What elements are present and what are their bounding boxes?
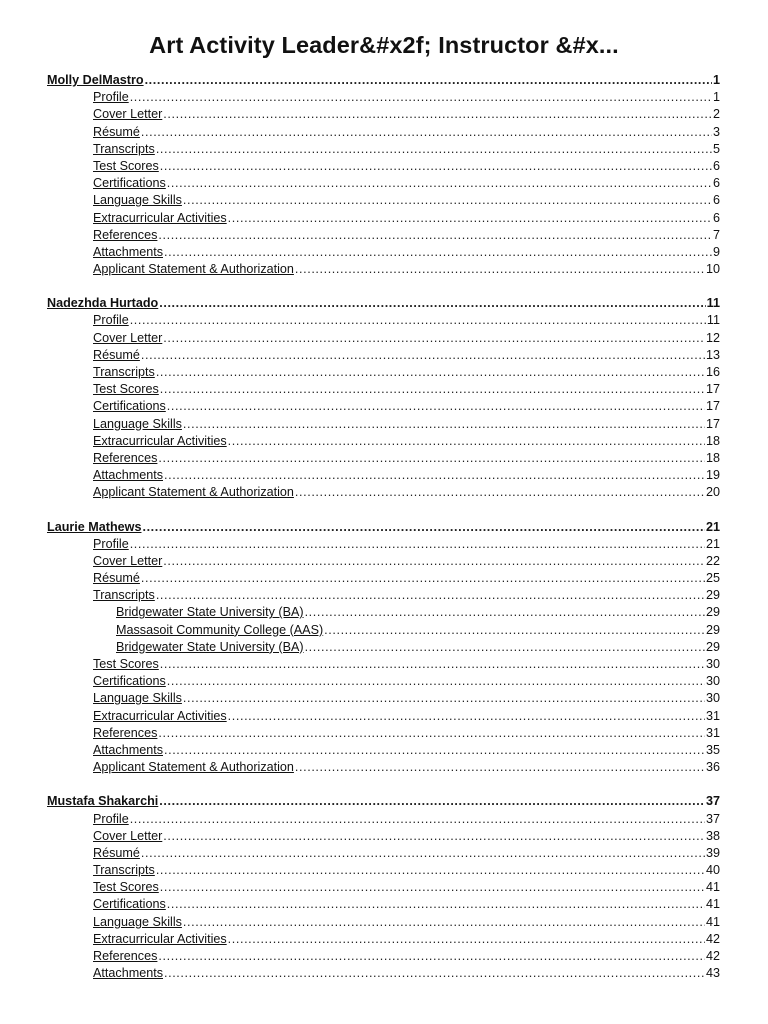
page-number: 18 <box>705 450 720 465</box>
dot-leader <box>164 244 712 261</box>
toc-link-label[interactable]: Extracurricular Activities <box>93 931 227 946</box>
page-number: 7 <box>712 227 720 242</box>
dot-leader <box>228 708 705 725</box>
dot-leader <box>163 828 705 845</box>
toc-link-label[interactable]: Attachments <box>93 244 163 259</box>
page-number: 16 <box>705 365 720 379</box>
dot-leader <box>164 965 705 982</box>
page-number: 39 <box>705 845 720 860</box>
toc-item-entry[interactable] <box>0 106 768 123</box>
toc-link-label[interactable]: Transcripts <box>93 365 155 379</box>
toc-item-entry[interactable] <box>0 364 768 381</box>
toc-item-entry[interactable] <box>0 879 768 896</box>
page-number: 6 <box>712 158 720 173</box>
dot-leader <box>228 433 705 450</box>
dot-leader <box>145 72 712 89</box>
toc-link-label[interactable]: Résumé <box>93 124 140 139</box>
toc-link-label[interactable]: Massasoit Community College (AAS) <box>116 622 324 637</box>
toc-link-label[interactable]: Test Scores <box>93 880 159 895</box>
toc-item-entry[interactable] <box>0 965 768 982</box>
toc-link-label[interactable]: Certifications <box>93 399 166 414</box>
page-number: 41 <box>705 914 720 929</box>
page-number: 35 <box>705 742 720 757</box>
dot-leader <box>130 89 712 106</box>
dot-leader <box>305 639 705 656</box>
toc-link-label[interactable]: Profile <box>93 536 129 551</box>
toc-link-label[interactable]: Extracurricular Activities <box>93 433 227 448</box>
dot-leader <box>183 914 705 931</box>
page-number: 5 <box>712 141 720 156</box>
toc-applicant-entry[interactable] <box>0 519 768 536</box>
dot-leader <box>305 604 705 621</box>
toc-section <box>0 295 768 501</box>
toc-section <box>0 519 768 777</box>
toc-link-label[interactable]: Extracurricular Activities <box>93 210 227 225</box>
toc-item-entry[interactable] <box>0 158 768 175</box>
toc-link-label[interactable]: References <box>93 949 158 963</box>
dot-leader <box>141 347 705 364</box>
table-of-contents <box>0 72 768 999</box>
toc-link-label[interactable]: Applicant Statement & Authorization <box>93 485 294 500</box>
dot-leader <box>163 106 712 123</box>
dot-leader <box>160 879 705 896</box>
toc-link-label[interactable]: References <box>93 725 158 740</box>
toc-item-entry[interactable] <box>0 862 768 879</box>
page-number: 11 <box>706 313 720 328</box>
page-number: 31 <box>705 708 720 723</box>
page-number: 17 <box>705 399 720 414</box>
toc-link-label[interactable]: Cover Letter <box>93 107 163 122</box>
toc-item-entry[interactable] <box>0 845 768 862</box>
toc-subitem-entry[interactable] <box>0 622 768 639</box>
page-number: 40 <box>705 863 720 878</box>
dot-leader <box>156 141 712 158</box>
toc-item-entry[interactable] <box>0 673 768 690</box>
toc-item-entry[interactable] <box>0 192 768 209</box>
toc-link-label[interactable]: Cover Letter <box>93 330 163 345</box>
dot-leader <box>228 931 705 948</box>
page-number: 6 <box>712 210 720 225</box>
page-number: 13 <box>705 347 720 362</box>
page-number: 41 <box>705 880 720 895</box>
page-number: 21 <box>705 519 720 534</box>
page-number: 37 <box>705 794 720 809</box>
page-number: 2 <box>712 107 720 122</box>
toc-link-label[interactable]: Résumé <box>93 347 140 362</box>
toc-link-label[interactable]: Bridgewater State University (BA) <box>116 639 304 654</box>
page-number: 30 <box>705 657 720 671</box>
dot-leader <box>130 811 705 828</box>
toc-item-entry[interactable] <box>0 244 768 261</box>
dot-leader <box>183 690 705 707</box>
toc-item-entry[interactable] <box>0 227 768 244</box>
dot-leader <box>324 622 705 639</box>
toc-link-label[interactable]: Résumé <box>93 571 140 586</box>
dot-leader <box>167 896 705 913</box>
page-number: 42 <box>705 931 720 946</box>
toc-link-label[interactable]: Attachments <box>93 742 163 757</box>
page-number: 6 <box>712 193 720 208</box>
dot-leader <box>163 330 705 347</box>
page-number: 20 <box>705 485 720 500</box>
page-number: 19 <box>705 468 720 483</box>
page-number: 29 <box>705 622 720 637</box>
page-number: 12 <box>705 330 720 345</box>
toc-applicant-entry[interactable] <box>0 295 768 312</box>
dot-leader <box>295 759 705 776</box>
page-number: 17 <box>705 416 720 431</box>
toc-link-label[interactable]: Language Skills <box>93 193 182 208</box>
toc-link-label[interactable]: Applicant Statement & Authorization <box>93 262 294 277</box>
toc-item-entry[interactable] <box>0 450 768 467</box>
toc-section <box>0 72 768 278</box>
dot-leader <box>183 416 705 433</box>
toc-subitem-entry[interactable] <box>0 604 768 621</box>
toc-item-entry[interactable] <box>0 124 768 141</box>
page-number: 25 <box>705 571 720 586</box>
toc-link-label[interactable]: Certifications <box>93 176 166 191</box>
page-number: 36 <box>705 760 720 775</box>
page-number: 31 <box>705 725 720 740</box>
dot-leader <box>295 484 705 501</box>
toc-item-entry[interactable] <box>0 330 768 347</box>
toc-link-label[interactable]: Résumé <box>93 845 140 860</box>
toc-link-label[interactable]: Transcripts <box>93 863 155 878</box>
dot-leader <box>159 793 705 810</box>
toc-item-entry[interactable] <box>0 690 768 707</box>
page-number: 17 <box>705 382 720 397</box>
toc-item-entry[interactable] <box>0 141 768 158</box>
toc-link-label[interactable]: References <box>93 227 158 242</box>
dot-leader <box>156 364 705 381</box>
dot-leader <box>159 295 705 312</box>
toc-link-label[interactable]: Nadezhda Hurtado <box>47 296 159 311</box>
toc-item-entry[interactable] <box>0 656 768 673</box>
toc-item-entry[interactable] <box>0 381 768 398</box>
toc-item-entry[interactable] <box>0 948 768 965</box>
toc-subitem-entry[interactable] <box>0 639 768 656</box>
page-number: 18 <box>705 433 720 448</box>
dot-leader <box>160 381 705 398</box>
toc-item-entry[interactable] <box>0 759 768 776</box>
toc-link-label[interactable]: Test Scores <box>93 158 159 173</box>
toc-item-entry[interactable] <box>0 536 768 553</box>
toc-item-entry[interactable] <box>0 261 768 278</box>
dot-leader <box>141 570 705 587</box>
toc-link-label[interactable]: References <box>93 450 158 465</box>
dot-leader <box>167 673 705 690</box>
toc-item-entry[interactable] <box>0 570 768 587</box>
dot-leader <box>160 158 712 175</box>
page-number: 1 <box>712 90 720 105</box>
page-number: 10 <box>705 262 720 277</box>
page-number: 29 <box>705 639 720 654</box>
toc-applicant-entry[interactable] <box>0 793 768 810</box>
toc-item-entry[interactable] <box>0 811 768 828</box>
toc-item-entry[interactable] <box>0 484 768 501</box>
toc-item-entry[interactable] <box>0 708 768 725</box>
page-number: 1 <box>712 73 720 87</box>
toc-link-label[interactable]: Certifications <box>93 897 166 912</box>
dot-leader <box>130 312 706 329</box>
toc-link-label[interactable]: Attachments <box>93 468 163 483</box>
toc-link-label[interactable]: Mustafa Shakarchi <box>47 794 159 809</box>
dot-leader <box>142 519 705 536</box>
toc-link-label[interactable]: Cover Letter <box>93 828 163 843</box>
dot-leader <box>163 553 705 570</box>
toc-item-entry[interactable] <box>0 931 768 948</box>
dot-leader <box>141 845 705 862</box>
dot-leader <box>183 192 712 209</box>
toc-link-label[interactable]: Profile <box>93 811 129 826</box>
page-number: 6 <box>712 176 720 191</box>
dot-leader <box>158 725 705 742</box>
dot-leader <box>164 742 705 759</box>
toc-item-entry[interactable] <box>0 914 768 931</box>
page-number: 29 <box>705 605 720 620</box>
toc-link-label[interactable]: Certifications <box>93 674 166 689</box>
dot-leader <box>228 210 712 227</box>
page-number: 30 <box>705 691 720 706</box>
dot-leader <box>158 450 705 467</box>
toc-link-label[interactable]: Applicant Statement & Authorization <box>93 760 294 775</box>
toc-link-label[interactable]: Test Scores <box>93 382 159 397</box>
toc-link-label[interactable]: Profile <box>93 313 129 328</box>
page-number: 43 <box>705 966 720 981</box>
dot-leader <box>130 536 705 553</box>
dot-leader <box>156 862 705 879</box>
toc-item-entry[interactable] <box>0 210 768 227</box>
toc-item-entry[interactable] <box>0 398 768 415</box>
dot-leader <box>164 467 705 484</box>
toc-link-label[interactable]: Transcripts <box>93 588 155 603</box>
toc-link-label[interactable]: Profile <box>93 90 129 105</box>
toc-item-entry[interactable] <box>0 175 768 192</box>
toc-link-label[interactable]: Transcripts <box>93 141 155 156</box>
toc-item-entry[interactable] <box>0 725 768 742</box>
toc-item-entry[interactable] <box>0 553 768 570</box>
dot-leader <box>156 587 705 604</box>
toc-item-entry[interactable] <box>0 896 768 913</box>
page-number: 42 <box>705 949 720 963</box>
dot-leader <box>158 227 712 244</box>
dot-leader <box>295 261 705 278</box>
page-number: 21 <box>705 536 720 551</box>
page-number: 9 <box>712 244 720 259</box>
toc-link-label[interactable]: Molly DelMastro <box>47 73 144 87</box>
toc-link-label[interactable]: Extracurricular Activities <box>93 708 227 723</box>
page-number: 3 <box>712 124 720 139</box>
toc-link-label[interactable]: Language Skills <box>93 691 182 706</box>
page-number: 11 <box>706 296 720 311</box>
toc-section <box>0 793 768 982</box>
dot-leader <box>158 948 705 965</box>
page-number: 37 <box>705 811 720 826</box>
toc-applicant-entry[interactable] <box>0 72 768 89</box>
toc-link-label[interactable]: Language Skills <box>93 416 182 431</box>
page-number: 29 <box>705 588 720 603</box>
toc-item-entry[interactable] <box>0 416 768 433</box>
toc-link-label[interactable]: Bridgewater State University (BA) <box>116 605 304 620</box>
dot-leader <box>141 124 712 141</box>
toc-item-entry[interactable] <box>0 312 768 329</box>
dot-leader <box>160 656 705 673</box>
toc-item-entry[interactable] <box>0 742 768 759</box>
page-number: 38 <box>705 828 720 843</box>
dot-leader <box>167 175 712 192</box>
page-number: 41 <box>705 897 720 912</box>
dot-leader <box>167 398 705 415</box>
toc-item-entry[interactable] <box>0 347 768 364</box>
toc-link-label[interactable]: Attachments <box>93 966 163 981</box>
toc-item-entry[interactable] <box>0 89 768 106</box>
toc-link-label[interactable]: Laurie Mathews <box>47 519 142 534</box>
document-title: Art Activity Leader&#x2f; Instructor &#x... <box>149 32 619 58</box>
toc-item-entry[interactable] <box>0 587 768 604</box>
toc-link-label[interactable]: Language Skills <box>93 914 182 929</box>
toc-item-entry[interactable] <box>0 467 768 484</box>
toc-item-entry[interactable] <box>0 433 768 450</box>
page-number: 22 <box>705 553 720 568</box>
toc-link-label[interactable]: Cover Letter <box>93 553 163 568</box>
toc-item-entry[interactable] <box>0 828 768 845</box>
toc-link-label[interactable]: Test Scores <box>93 657 159 671</box>
page-number: 30 <box>705 674 720 689</box>
